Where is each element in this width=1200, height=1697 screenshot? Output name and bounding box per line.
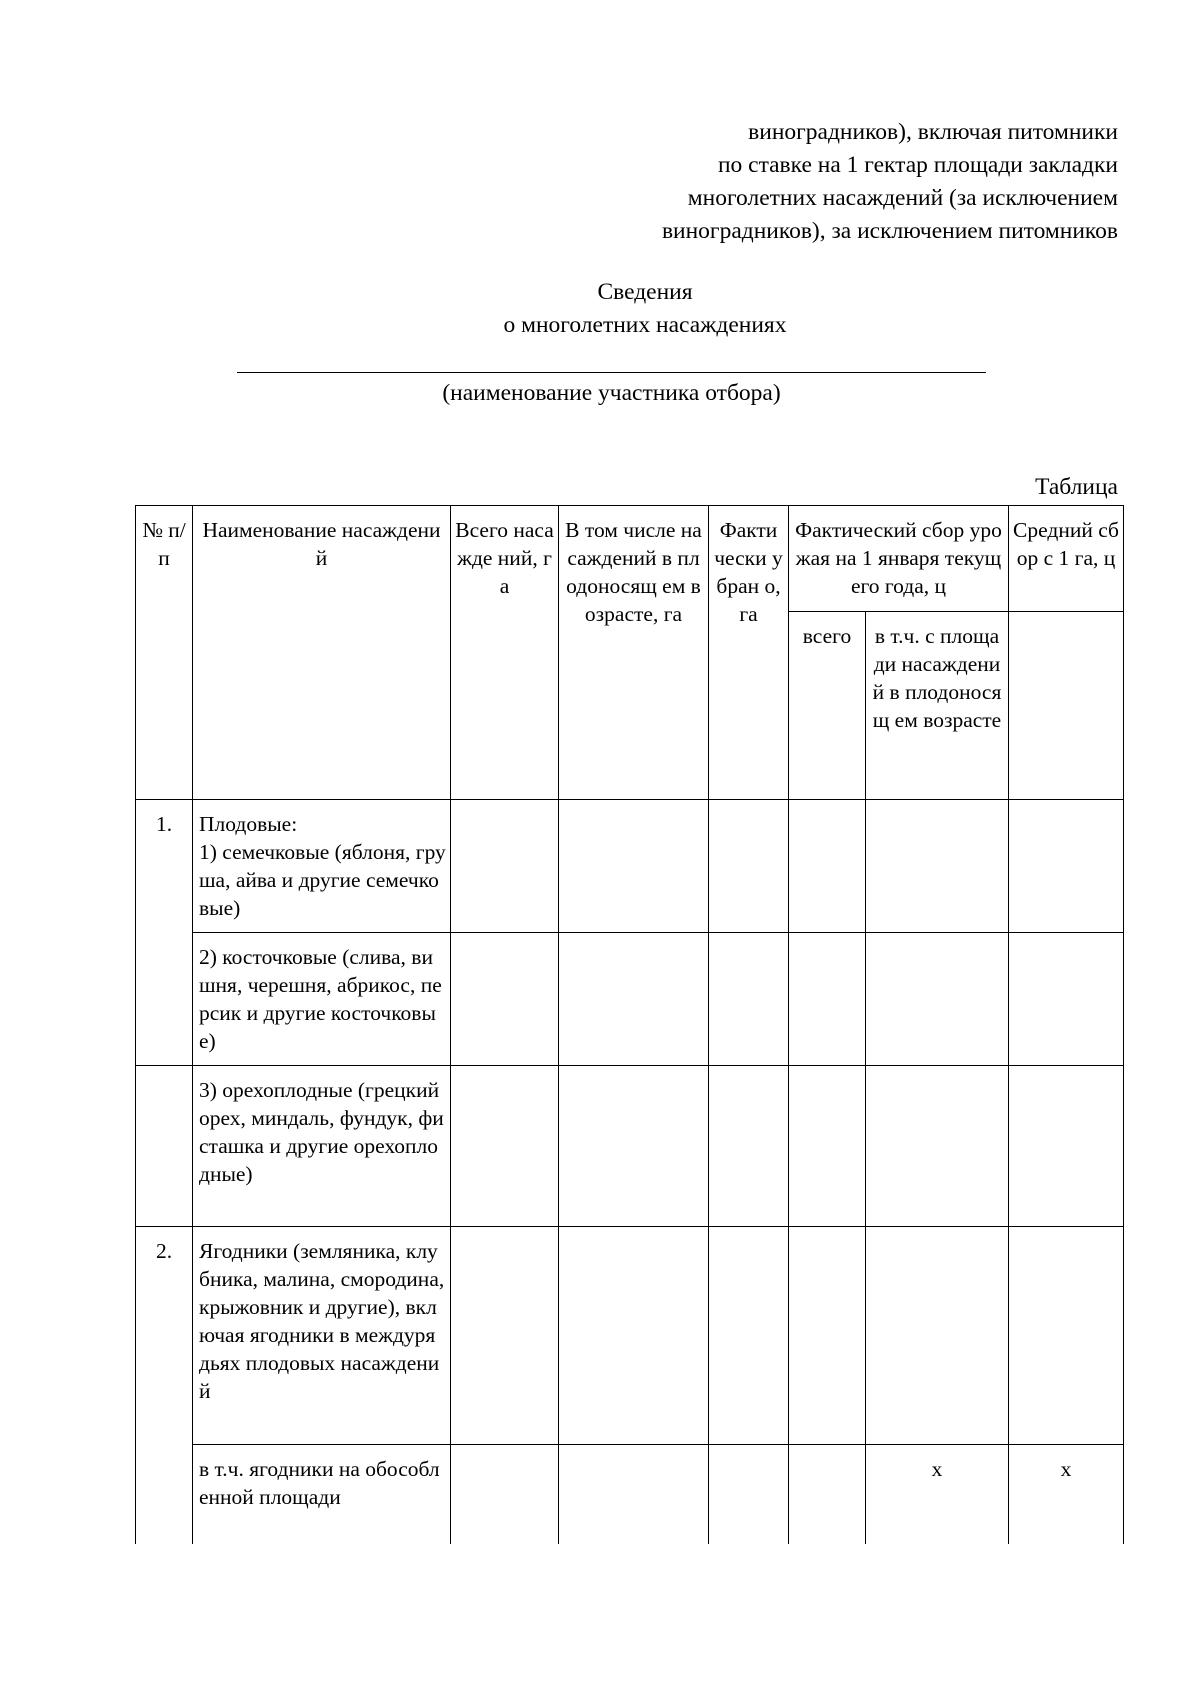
cell-harvested [709,800,789,933]
header-avg-empty [1009,612,1124,800]
cell-fruiting [559,1445,709,1544]
cell-harvested [709,1066,789,1227]
row-name: 3) орехоплодные (грецкий орех, миндаль, фундук, фисташка и другие орехоплодные) [193,1066,451,1227]
participant-name-line [237,372,986,373]
header-line: виноградников), включая питомники [748,119,1118,145]
document-title-block [0,276,1200,342]
cell-avg [1009,933,1124,1066]
table-row [136,1066,1124,1227]
cell-total [451,800,559,933]
header-num: № п/п [136,506,193,800]
cell-harvest-total [789,1066,866,1227]
cell-avg [1009,1066,1124,1227]
document-title: Сведения [597,279,693,305]
cell-harvest-total [789,1445,866,1544]
header-name: Наименование насаждений [193,506,451,800]
cell-avg: х [1009,1445,1124,1544]
row-name: Ягодники (земляника, клубника, малина, смородина, крыжовник и другие), включая ягодники в междурядьях плодовых насаждений [193,1227,451,1445]
cell-harvest-fruiting [866,1066,1009,1227]
cell-fruiting [559,933,709,1066]
header-rate-text [662,116,1118,248]
cell-harvest-fruiting: х [866,1445,1009,1544]
cell-harvest-fruiting [866,933,1009,1066]
cell-harvested [709,1445,789,1544]
header-harvested: Факти чески убран о, га [709,506,789,800]
table-row [136,1227,1124,1445]
cell-fruiting [559,800,709,933]
header-harvest-total: всего [789,612,866,800]
cell-harvest-total [789,800,866,933]
table-header-row [136,506,1124,612]
row-name: в т.ч. ягодники на обособленной площади [193,1445,451,1544]
header-harvest-fruiting: в т.ч. с площади насаждений в плодоносящ ем возрасте [866,612,1009,800]
cell-fruiting [559,1066,709,1227]
table-row [136,800,1124,933]
cell-total [451,1066,559,1227]
header-total: Всего насажде ний, га [451,506,559,800]
table-label: Таблица [1035,474,1118,500]
row-name: 2) косточковые (слива, вишня, черешня, абрикос, персик и другие косточковые) [193,933,451,1066]
cell-harvest-total [789,933,866,1066]
table-row [136,933,1124,1066]
cell-total [451,1445,559,1544]
cell-harvest-fruiting [866,800,1009,933]
cell-harvest-fruiting [866,1227,1009,1445]
row-num [136,1066,193,1227]
cell-harvested [709,1227,789,1445]
header-harvest-group: Фактический сбор урожая на 1 января текущего года, ц [789,506,1009,612]
cell-harvest-total [789,1227,866,1445]
row-num: 2. [136,1227,193,1445]
row-num [136,1445,193,1544]
header-line: по ставке на 1 гектар площади закладки [717,152,1118,178]
header-fruiting: В том числе насаждений в плодоносящ ем возрасте, га [559,506,709,800]
cell-avg [1009,800,1124,933]
cell-total [451,933,559,1066]
plantings-table [135,505,1124,1544]
cell-harvested [709,933,789,1066]
participant-caption: (наименование участника отбора) [442,380,781,406]
header-line: многолетних насаждений (за исключением [687,185,1118,211]
header-line: виноградников), за исключением питомников [661,218,1118,244]
cell-avg [1009,1227,1124,1445]
row-num: 1. [136,800,193,933]
cell-fruiting [559,1227,709,1445]
header-avg: Средний сбор с 1 га, ц [1009,506,1124,612]
table-row [136,1445,1124,1544]
document-subtitle: о многолетних насаждениях [503,312,787,338]
cell-total [451,1227,559,1445]
row-num [136,933,193,1066]
row-name: Плодовые: 1) семечковые (яблоня, груша, айва и другие семечковые) [193,800,451,933]
